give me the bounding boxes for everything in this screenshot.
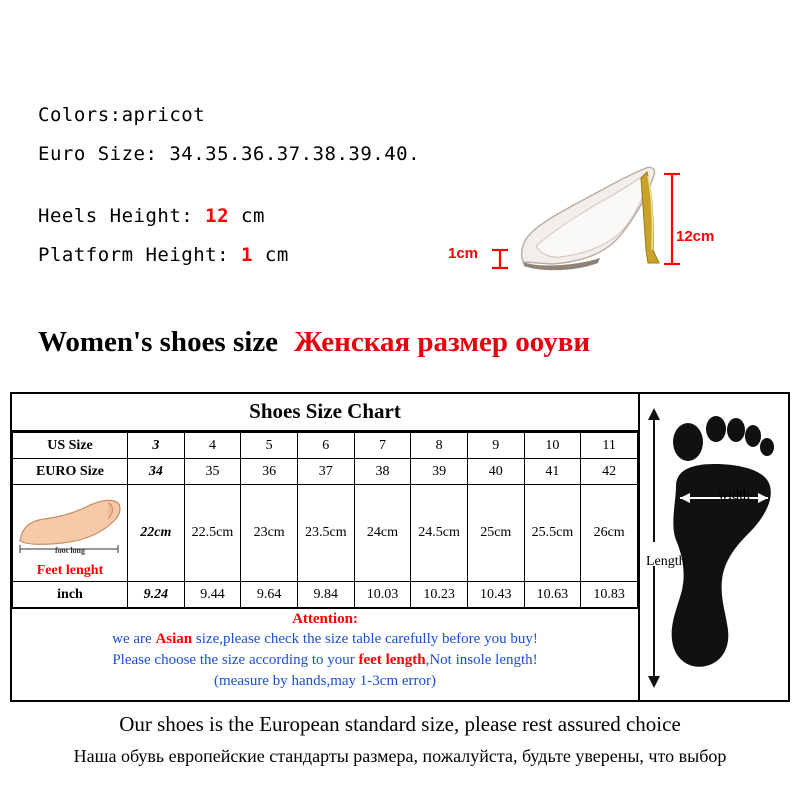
cell-us-8: 11 [581,433,638,459]
size-chart-section [10,392,790,702]
cell-inch-3: 9.84 [297,582,354,608]
size-chart-table [12,432,638,608]
heels-height-unit: cm [241,205,265,227]
platform-height-unit: cm [264,244,289,266]
cell-inch-2: 9.64 [241,582,298,608]
product-spec-block [38,104,468,283]
row-label-us-size: US Size [13,433,128,459]
heels-height-value: 12 [205,205,230,227]
cell-us-2: 5 [241,433,298,459]
attention-line-2 [16,650,634,671]
cell-cm-8: 26cm [581,485,638,582]
cell-euro-6: 40 [467,459,524,485]
heading-russian: Женская размер ооуви [294,326,591,358]
cell-us-4: 7 [354,433,411,459]
row-label-euro-size: EURO Size [13,459,128,485]
row-label-feet-length-cell [13,485,128,582]
foot-long-caption: foot long [55,546,85,555]
table-row-euro-size [13,459,638,485]
attention-line-1-emphasis: Asian [155,631,193,647]
cell-inch-8: 10.83 [581,582,638,608]
footer-line-russian: Наша обувь европейские стандарты размера, пожалуйста, будьте уверены, что выбор [73,746,727,766]
table-row-us-size [13,433,638,459]
attention-line-1-a: we are [112,631,156,647]
spec-euro-size: Euro Size: 34.35.36.37.38.39.40. [38,143,421,165]
row-label-feet-length: Feet lenght [36,563,104,578]
cell-cm-7: 25.5cm [524,485,581,582]
footer-note [0,712,800,767]
footprint-icon [640,394,786,700]
cell-us-0: 3 [128,433,185,459]
footprint-width-label: width [718,488,750,503]
platform-height-label: Platform Height: [38,244,230,266]
cell-us-6: 9 [467,433,524,459]
spec-colors: Colors:apricot [38,104,206,126]
attention-line-2-emphasis: feet length [358,652,426,668]
high-heel-shoe-icon [448,150,778,295]
cell-euro-3: 37 [297,459,354,485]
size-chart-table-box [10,392,640,702]
cell-inch-4: 10.03 [354,582,411,608]
cell-euro-1: 35 [184,459,241,485]
attention-box [12,608,638,700]
cell-us-3: 6 [297,433,354,459]
spec-heels-height [38,205,468,227]
cell-us-5: 8 [411,433,468,459]
attention-line-3: (measure by hands,may 1-3cm error) [214,673,436,689]
size-chart-title: Shoes Size Chart [12,394,638,432]
cell-euro-0: 34 [128,459,185,485]
attention-line-2-a: Please choose the size according to your [112,652,359,668]
cell-euro-5: 39 [411,459,468,485]
attention-title: Attention: [292,611,358,627]
footprint-length-label: Length [646,554,686,569]
cell-cm-5: 24.5cm [411,485,468,582]
cell-euro-4: 38 [354,459,411,485]
attention-line-1 [16,629,634,650]
cell-us-1: 4 [184,433,241,459]
attention-line-2-b: ,Not insole length! [425,652,538,668]
footer-line-english: Our shoes is the European standard size, please rest assured choice [119,712,681,736]
table-row-feet-length [13,485,638,582]
cell-inch-5: 10.23 [411,582,468,608]
cell-us-7: 10 [524,433,581,459]
cell-euro-2: 36 [241,459,298,485]
section-heading [38,326,798,359]
footprint-diagram [640,392,790,702]
cell-cm-3: 23.5cm [297,485,354,582]
platform-dimension-label: 1cm [448,245,479,262]
cell-cm-4: 24cm [354,485,411,582]
cell-cm-2: 23cm [241,485,298,582]
spec-platform-height [38,244,468,266]
shoe-illustration [448,150,778,295]
table-row-inch [13,582,638,608]
heel-dimension-label: 12cm [676,228,715,245]
cell-cm-6: 25cm [467,485,524,582]
heels-height-label: Heels Height: [38,205,194,227]
cell-cm-0: 22cm [128,485,185,582]
heading-english: Women's shoes size [38,326,279,358]
row-label-inch: inch [13,582,128,608]
cell-inch-0: 9.24 [128,582,185,608]
cell-inch-6: 10.43 [467,582,524,608]
attention-line-1-b: size,please check the size table carefully before you buy! [192,631,538,647]
cell-euro-8: 42 [581,459,638,485]
cell-inch-7: 10.63 [524,582,581,608]
platform-height-value: 1 [240,244,253,266]
cell-inch-1: 9.44 [184,582,241,608]
cell-cm-1: 22.5cm [184,485,241,582]
cell-euro-7: 41 [524,459,581,485]
